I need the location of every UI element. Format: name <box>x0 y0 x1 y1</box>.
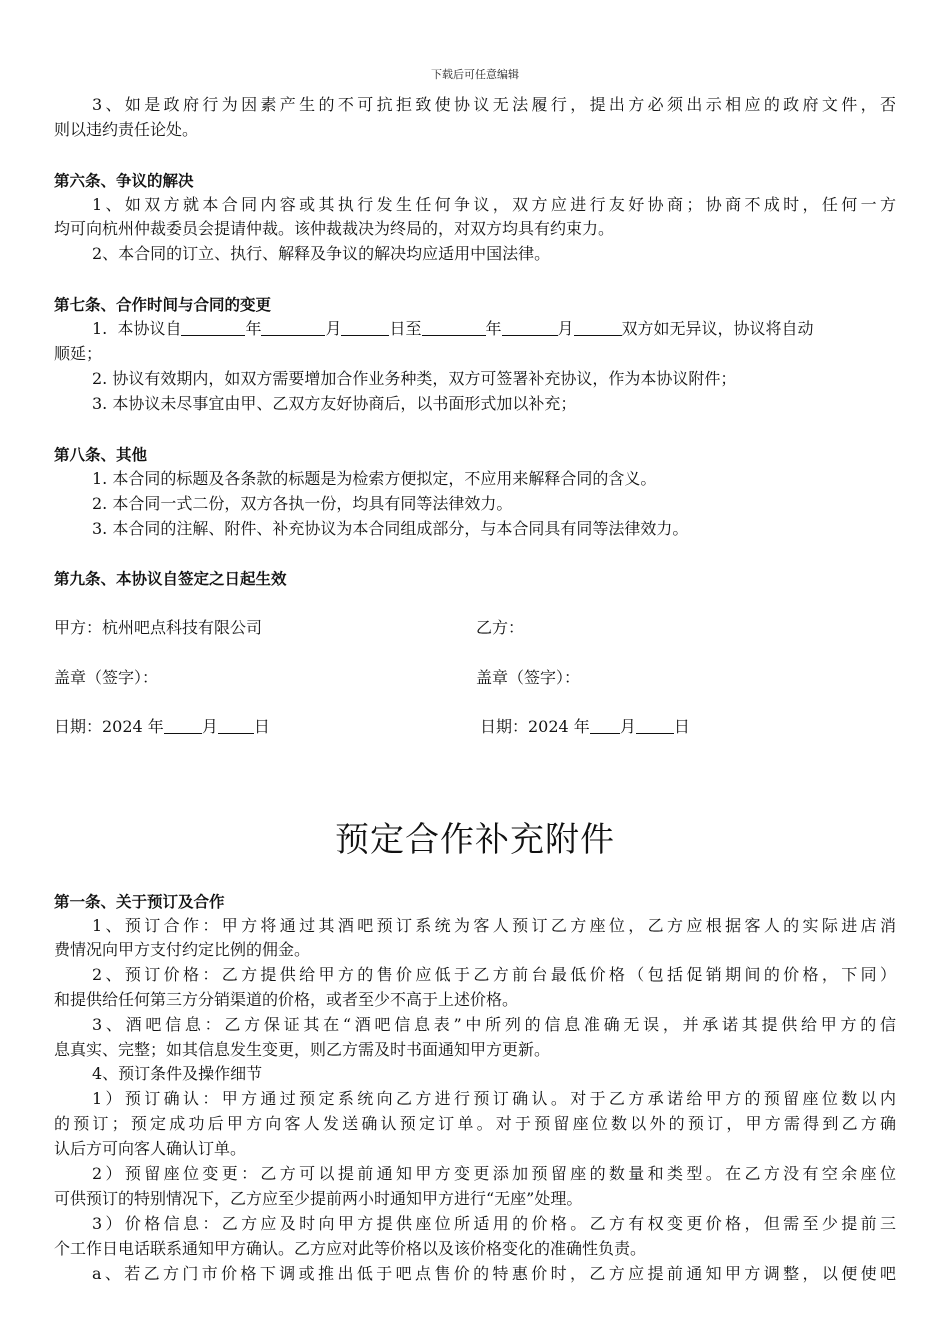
year-blank <box>181 319 245 336</box>
appendix-s2-line1: 2）预留座位变更：乙方可以提前通知甲方变更添加预留座的数量和类型。在乙方没有空余座位 <box>92 1164 896 1183</box>
month-blank <box>502 319 558 336</box>
item-number: 1. <box>92 319 108 338</box>
article7-item3: 3. 本协议未尽事宜由甲、乙双方友好协商后，以书面形式加以补充； <box>92 394 577 413</box>
date-b <box>480 716 690 738</box>
article8-item1: 1. 本合同的标题及各条款的标题是为检索方便拟定，不应用来解释合同的含义。 <box>92 469 657 488</box>
article7-item1-line2: 顺延； <box>54 344 103 363</box>
article6-p1-line2: 均可向杭州仲裁委员会提请仲裁。该仲裁裁决为终局的，对双方均具有约束力。 <box>54 219 615 238</box>
article6-p1-line1: 1、如双方就本合同内容或其执行发生任何争议，双方应进行友好协商；协商不成时，任何一方 <box>92 195 896 214</box>
seal-b: 盖章（签字）： <box>476 668 581 687</box>
appendix-p3-line2: 息真实、完整；如其信息发生变更，则乙方需及时书面通知甲方更新。 <box>54 1040 551 1059</box>
article8-item2: 2. 本合同一式二份，双方各执一份，均具有同等法律效力。 <box>92 494 513 513</box>
appendix-p1-line1: 1、预订合作：甲方将通过其酒吧预订系统为客人预订乙方座位，乙方应根据客人的实际进店消 <box>92 916 896 935</box>
article5-p3-line1: 3、如是政府行为因素产生的不可抗拒致使协议无法履行，提出方必须出示相应的政府文件，否 <box>92 95 896 114</box>
appendix-s1-line1: 1）预订确认：甲方通过预定系统向乙方进行预订确认。对于乙方承诺给甲方的预留座位数以内 <box>92 1089 896 1108</box>
article5-p3-line2: 则以违约责任论处。 <box>54 120 199 139</box>
month-label: 月 <box>619 717 636 736</box>
item-text: 双方如无异议，协议将自动 <box>621 319 814 338</box>
appendix-s2-line2: 可供预订的特别情况下，乙方应至少提前两小时通知甲方进行“无座”处理。 <box>54 1189 583 1208</box>
article9-heading: 第九条、本协议自签定之日起生效 <box>54 570 287 588</box>
day-blank <box>574 319 622 336</box>
date-label: 日期：2024 年 <box>54 717 164 736</box>
article7-heading: 第七条、合作时间与合同的变更 <box>54 296 272 314</box>
appendix-s3-line2: 个工作日电话联系通知甲方确认。乙方应对此等价格以及该价格变化的准确性负责。 <box>54 1239 647 1258</box>
appendix-s3-line1: 3）价格信息：乙方应及时向甲方提供座位所适用的价格。乙方有权变更价格，但需至少提前三 <box>92 1214 896 1233</box>
seal-a: 盖章（签字）： <box>54 668 159 687</box>
article8-heading: 第八条、其他 <box>54 446 148 464</box>
party-a: 甲方：杭州吧点科技有限公司 <box>54 618 263 637</box>
day-blank <box>636 717 674 734</box>
day-label: 日至 <box>389 319 422 338</box>
day-label: 日 <box>253 717 270 736</box>
month-label: 月 <box>325 319 342 338</box>
article8-item3: 3. 本合同的注解、附件、补充协议为本合同组成部分，与本合同具有同等法律效力。 <box>92 519 689 538</box>
appendix-p2-line2: 和提供给任何第三方分销渠道的价格，或者至少不高于上述价格。 <box>54 990 519 1009</box>
month-blank <box>590 717 620 734</box>
article6-heading: 第六条、争议的解决 <box>54 172 194 190</box>
appendix-sa-line1: a、若乙方门市价格下调或推出低于吧点售价的特惠价时，乙方应提前通知甲方调整，以便使吧 <box>92 1264 896 1283</box>
year-label: 年 <box>245 319 262 338</box>
appendix-p4: 4、预订条件及操作细节 <box>92 1064 263 1083</box>
month-blank <box>261 319 325 336</box>
appendix-p1-line2: 费情况向甲方支付约定比例的佣金。 <box>54 940 311 959</box>
page-header-note: 下载后可任意编辑 <box>431 68 519 81</box>
year-blank <box>422 319 486 336</box>
day-blank <box>341 319 389 336</box>
appendix-s1-line2: 的预订；预定成功后甲方向客人发送确认预定订单。对于预留座位数以外的预订，甲方需得到乙方确 <box>54 1114 896 1133</box>
date-a <box>54 716 270 738</box>
article7-item1-line1 <box>92 318 896 340</box>
article7-item2: 2. 协议有效期内，如双方需要增加合作业务种类，双方可签署补充协议，作为本协议附件； <box>92 369 737 388</box>
article6-p2: 2、本合同的订立、执行、解释及争议的解决均应适用中国法律。 <box>92 244 551 263</box>
appendix-heading: 第一条、关于预订及合作 <box>54 893 225 911</box>
appendix-p2-line1: 2、预订价格：乙方提供给甲方的售价应低于乙方前台最低价格（包括促销期间的价格，下同） <box>92 965 896 984</box>
month-label: 月 <box>557 319 574 338</box>
day-label: 日 <box>673 717 690 736</box>
appendix-p3-line1: 3、酒吧信息：乙方保证其在“酒吧信息表”中所列的信息准确无误，并承诺其提供给甲方的信 <box>92 1015 896 1034</box>
year-label: 年 <box>485 319 502 338</box>
date-label: 日期：2024 年 <box>480 717 590 736</box>
appendix-title: 预定合作补充附件 <box>335 820 615 860</box>
party-b: 乙方： <box>476 618 525 637</box>
month-blank <box>164 717 202 734</box>
appendix-s1-line3: 认后方可向客人确认订单。 <box>54 1139 247 1158</box>
day-blank <box>218 717 254 734</box>
month-label: 月 <box>201 717 218 736</box>
item-text: 本协议自 <box>117 319 182 338</box>
